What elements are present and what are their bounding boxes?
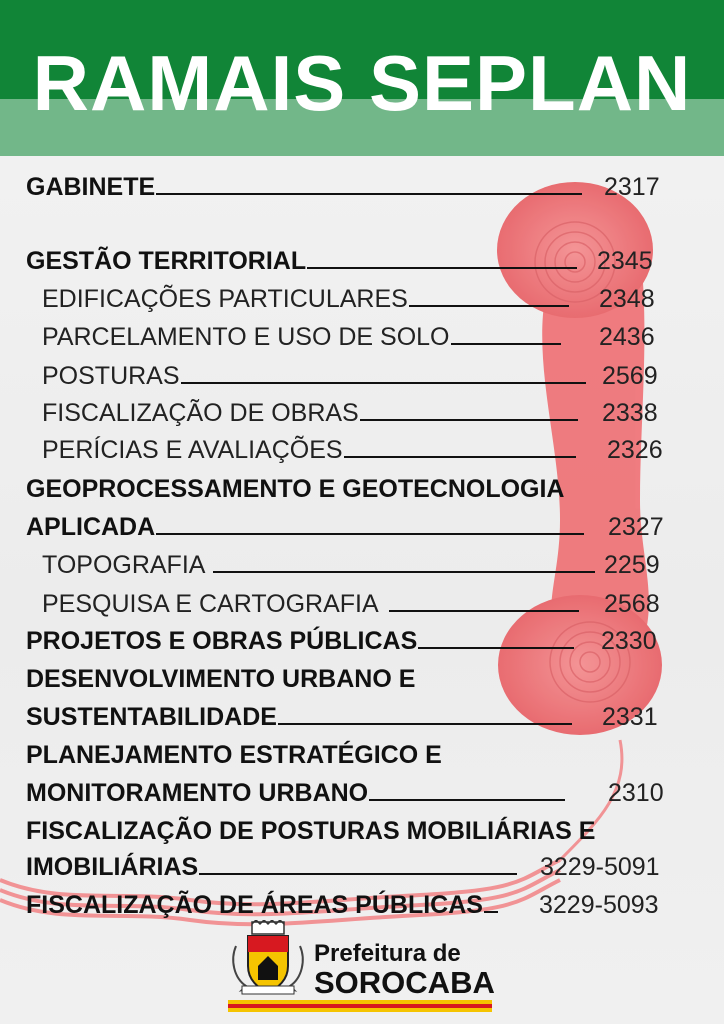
entry-fiscalizacao-areas — [26, 886, 659, 924]
entry-topografia — [42, 546, 660, 584]
stripe-yellow-bottom — [228, 1008, 492, 1012]
entry-geoprocessamento-line1 — [26, 470, 565, 508]
leader-line — [451, 321, 561, 345]
entry-edificacoes — [42, 280, 655, 318]
logo-line2: SOROCABA — [314, 965, 495, 1000]
entry-extension: 2569 — [602, 362, 658, 390]
entry-label: PARCELAMENTO E USO DE SOLO — [42, 323, 450, 351]
entry-extension: 2310 — [608, 779, 664, 807]
entry-extension: 2568 — [604, 590, 660, 618]
entry-fiscalizacao-posturas-line1 — [26, 812, 595, 850]
entry-label: PESQUISA E CARTOGRAFIA — [42, 590, 379, 618]
logo-line1: Prefeitura de — [314, 940, 461, 967]
entry-extension: 2348 — [599, 285, 655, 313]
entry-extension: 2345 — [597, 247, 653, 275]
coat-of-arms-icon — [228, 920, 308, 998]
entry-planejamento-line1 — [26, 736, 442, 774]
entry-desenvolvimento — [26, 698, 658, 736]
entry-desenvolvimento-line1 — [26, 660, 415, 698]
entry-label: GABINETE — [26, 173, 156, 201]
entry-planejamento — [26, 774, 664, 812]
entry-extension: 2259 — [604, 551, 660, 579]
entry-extension: 3229-5091 — [540, 853, 660, 881]
entry-label: SUSTENTABILIDADE — [26, 703, 277, 731]
entry-label: MONITORAMENTO URBANO — [26, 779, 369, 807]
leader-line — [360, 397, 578, 421]
entry-posturas — [42, 357, 658, 395]
entry-label: DESENVOLVIMENTO URBANO E — [26, 665, 416, 693]
entry-projetos-obras — [26, 622, 657, 660]
entry-gestao-territorial — [26, 242, 653, 280]
entry-label: PLANEJAMENTO ESTRATÉGICO E — [26, 741, 442, 769]
entry-extension: 3229-5093 — [539, 891, 659, 919]
entry-label: APLICADA — [26, 513, 156, 541]
leader-line — [389, 588, 579, 612]
entry-extension: 2330 — [601, 627, 657, 655]
entry-label: PROJETOS E OBRAS PÚBLICAS — [26, 627, 418, 655]
entry-label: PERÍCIAS E AVALIAÇÕES — [42, 436, 343, 464]
entry-label: GESTÃO TERRITORIAL — [26, 247, 307, 275]
prefeitura-logo — [228, 920, 498, 1016]
leader-line — [156, 511, 584, 535]
entry-label: POSTURAS — [42, 362, 180, 390]
leader-line — [213, 549, 595, 573]
entry-pesquisa-cartografia — [42, 585, 660, 623]
entry-label: FISCALIZAÇÃO DE POSTURAS MOBILIÁRIAS E — [26, 817, 596, 845]
leader-line — [307, 245, 577, 269]
entry-label: GEOPROCESSAMENTO E GEOTECNOLOGIA — [26, 475, 565, 503]
entry-label: EDIFICAÇÕES PARTICULARES — [42, 285, 408, 313]
leader-line — [418, 625, 574, 649]
entry-label: IMOBILIÁRIAS — [26, 853, 199, 881]
entry-gabinete — [26, 168, 660, 206]
page-title: RAMAIS SEPLAN — [32, 39, 692, 127]
leader-line — [278, 701, 572, 725]
leader-line — [181, 360, 586, 384]
entry-geoprocessamento — [26, 508, 664, 546]
entry-label: TOPOGRAFIA — [42, 551, 206, 579]
entry-label: FISCALIZAÇÃO DE OBRAS — [42, 399, 359, 427]
entry-extension: 2327 — [608, 513, 664, 541]
entry-extension: 2338 — [602, 399, 658, 427]
entry-parcelamento — [42, 318, 655, 356]
entry-fiscalizacao-obras — [42, 394, 658, 432]
leader-line — [156, 171, 582, 195]
entry-extension: 2436 — [599, 323, 655, 351]
entry-extension: 2326 — [607, 436, 663, 464]
entry-label: FISCALIZAÇÃO DE ÁREAS PÚBLICAS — [26, 891, 483, 919]
entry-extension: 2331 — [602, 703, 658, 731]
entry-extension: 2317 — [604, 173, 660, 201]
leader-line — [484, 889, 498, 913]
entry-pericias — [42, 431, 663, 469]
entry-fiscalizacao-posturas — [26, 848, 660, 886]
leader-line — [409, 283, 569, 307]
leader-line — [369, 777, 565, 801]
leader-line — [344, 434, 576, 458]
leader-line — [199, 851, 517, 875]
